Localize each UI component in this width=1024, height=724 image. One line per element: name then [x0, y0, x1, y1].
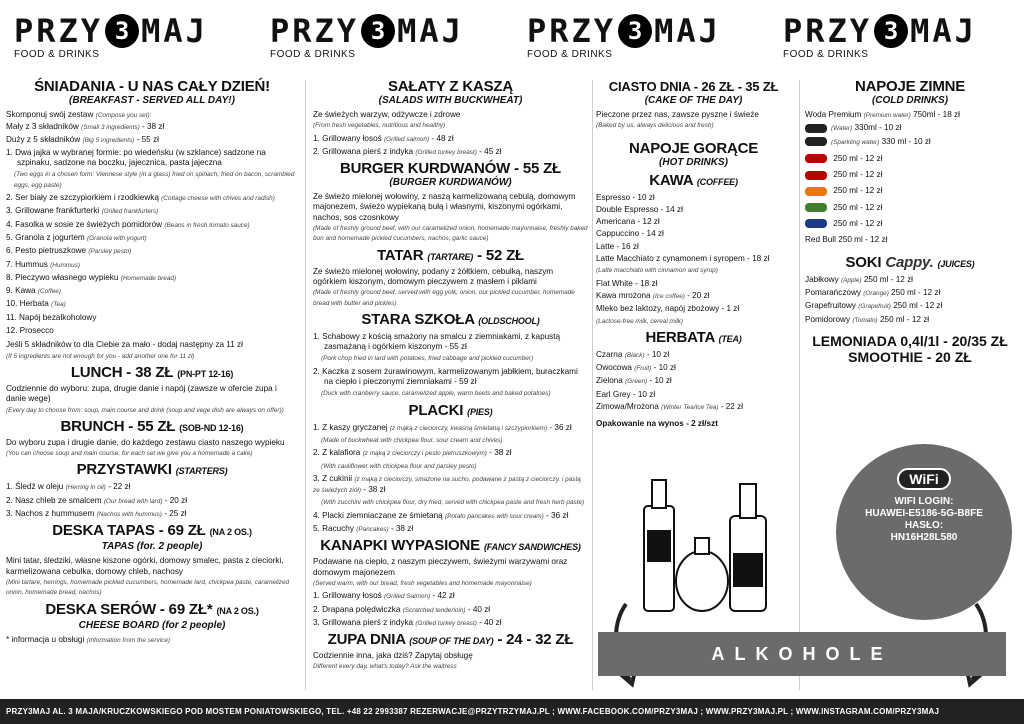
list-item: 1. Śledź w oleju (Herring in oil) - 22 zł — [6, 482, 131, 492]
section-title: TATAR (TARTARE) - 52 ZŁ — [376, 246, 525, 264]
section-title: ŚNIADANIA - U NAS CAŁY DZIEŃ! — [34, 78, 270, 95]
list-item: Jabłkowy (Apple) 250 ml - 12 zł — [805, 274, 914, 284]
list-item: Zimowa/Mrożona (Winter Tea/Ice Tea) - 22 zł — [596, 402, 744, 412]
list-item: Earl Grey - 10 zł — [596, 389, 656, 399]
divider — [799, 80, 800, 690]
list-item: Owocowa (Fruit) - 10 zł — [596, 363, 676, 373]
list-item: Cappuccino - 14 zł — [596, 229, 664, 239]
smoothie-title: SMOOTHIE - 20 ZŁ — [848, 349, 972, 366]
list-item: 6. Pesto pietruszkowe (Parsley pesto) — [6, 246, 132, 256]
breakfast-list — [6, 193, 298, 336]
coca-cola-zero-logo-icon — [805, 171, 827, 180]
section-title: KANAPKI WYPASIONE (FANCY SANDWICHES) — [320, 537, 581, 555]
wifi-badge: WiFi WIFI LOGIN: HUAWEI-E5186-5G-B8FE HASŁO: HN16H28L580 — [836, 444, 1012, 580]
column-mains: SAŁATY Z KASZĄ (SALADS WITH BUCKWHEAT) Ze świeżych warzyw, odżywcze i zdrowe (From fresh vegetables, nutritious and healthy) 1. Grillowany łosoś (Grilled salmon) - 48 zł 2. Grillowana pierś z indyka (Grilled turkey breast) - 45 zł BURGER KURDWANÓW - 55 ZŁ (BURGER KURDWANÓW) Ze świeżo mielonej wołowiny, z naszą karmelizowaną cebulą, domowym majonezem, świeżo wypiekaną bułą i własnymi, kiszonymi ogórkami, nachos, sos czosnkowy (Made of freshly ground beef, with our caramelized onion, homemade mayonnaise, freshly baked bun and homemade pickled cucumbers, nachos, garlic sauce) TATAR (TARTARE) - 52 ZŁ Ze świeżo mielonej wołowiny, podany z żółtkiem, cebulką, naszym ogórkiem kiszonym, domowym pieczywem z masłem i piklami (Made of freshly ground beef, served with egg yolk, onion, our pickled cucumber, homemade bread with butter and pickles) STARA SZKOŁA (OLDSCHOOL) 1. Schabowy z kością smażony na smalcu z ziemniakami, z kapustą zasmażaną i ogórkiem kiszonym - 55 zł (Pork chop fried in lard with potatoes, fried cabbage and pickled cucumber) 2. Kaczka z sosem żurawinowym, karmelizowanym jabłkiem, buraczkami na ciepło i pieczonymi ziemniakami - 59 zł (Duck with cranberry sauce, caramelized apple, warm beets and baked potatoes) PLACKI (PIES) 1. Z kaszy gryczanej (z mąką z cieciorczy, kwaśną śmietaną i szczypiorkiem) - 36 zł (Made of buckwheat with chickpea flour, sour cream and chives) 2. Z kalafiora (z mąką z cieciorczy i pesto pietruszkowym) - 38 zł (With cauliflower with chickpea flour and parsley pesto) 3. Z cukinii (z mąką z cieciorczy, smażone na sucho, podawane z pastą z cieciorczy. i pastą ze świeżych ziół) - 38 zł (With zucchini with chickpea flour, dry fried, served with chickpea paste and fresh herb paste) 4. Placki ziemniaczane ze śmietaną (Potato pancakes with sour cream) - 36 zł 5. Racuchy (Pancakes) - 38 zł KANAPKI WYPASIONE (FANCY SANDWICHES) Podawane na ciepło, z naszym pieczywem, świeżymi warzywami oraz domowym majonezem (Served warm, with our bread, fresh vegetables and homemade mayonnaise) 1. Grillowany łosoś (Grilled Salmon) - 42 zł 2. Drapana polędwiczka (Scratched tenderloin) - 40 zł 3. Grillowana pierś z indyka (Grilled turkey breast) - 40 zł ZUPA DNIA (SOUP OF THE DAY) - 24 - 32 ZŁ Codziennie inna, jaka dziś? Zapytaj obsługę Different every day, what's today? Ask the waitress — [313, 78, 588, 671]
list-item: 1. Grillowany łosoś (Grilled salmon) - 48 zł — [313, 133, 454, 143]
section-title: DESKA TAPAS - 69 ZŁ (NA 2 OS.) — [52, 522, 252, 540]
list-item: 1. Z kaszy gryczanej (z mąką z cieciorczy, kwaśną śmietaną i szczypiorkiem) - 36 zł — [313, 422, 572, 432]
list-item: 7. Hummus (Hummus) — [6, 259, 80, 269]
column-hot-drinks: CIASTO DNIA - 26 ZŁ - 35 ZŁ (CAKE OF THE DAY) Pieczone przez nas, zawsze pyszne i świeże (Baked by us, always delicious and fresh) NAPOJE GORĄCE (HOT DRINKS) KAWA (COFFEE) Espresso - 10 zł Double Espresso - 14 zł Americana - 12 zł Cappuccino - 14 zł Latte - 16 zł Latte Macchiato z cynamonem i syropem - 18 zł (Latte macchiato with cinnamon and syrup) Flat White - 18 zł Kawa mrożona (Ice coffee) - 20 zł Mleko bez laktozy, napój zbożowy - 1 zł (Lactose-free milk, cereal milk) HERBATA (TEA) Czarna (Black) - 10 zł Owocowa (Fruit) - 10 zł Zielona (Green) - 10 zł Earl Grey - 10 zł Zimowa/Mrożona (Winter Tea/Ice Tea) - 22 zł Opakowanie na wynos - 2 zł/szt — [596, 76, 791, 432]
section-title: PRZYSTAWKI (STARTERS) — [76, 461, 228, 479]
logo: PRZY 3 MAJ FOOD & DRINKS — [783, 12, 977, 60]
list-item: Pomidorowy (Tomato) 250 ml - 12 zł — [805, 314, 930, 324]
coca-cola-logo-icon — [805, 154, 827, 163]
list-item: 2. Nasz chleb ze smalcem (Our bread with lard) - 20 zł — [6, 495, 188, 505]
list-item: Kawa mrożona (Ice coffee) - 20 zł — [596, 290, 710, 300]
section-title: NAPOJE GORĄCE — [628, 139, 759, 157]
alcohol-banner: ALKOHOLE — [598, 632, 1006, 676]
list-item: 3. Grillowana pierś z indyka (Grilled turkey breast) - 40 zł — [313, 617, 502, 627]
wifi-icon: WiFi — [897, 468, 950, 490]
section-subtitle: (BREAKFAST - SERVED ALL DAY!) — [69, 95, 235, 106]
section-title: SOKI Cappy. (JUICES) — [845, 253, 975, 271]
list-item: 2. Grillowana pierś z indyka (Grilled turkey breast) - 45 zł — [313, 146, 502, 156]
list-item: 2. Ser biały ze szczypiorkiem i rzodkiewką (Cottage cheese with chives and radish) — [6, 193, 275, 203]
bottles-illustration — [630, 476, 780, 616]
list-item: Flat White - 18 zł — [596, 278, 658, 288]
list-item: 10. Herbata (Tea) — [6, 299, 66, 309]
section-title: DESKA SERÓW - 69 ZŁ* (NA 2 OS.) — [45, 600, 259, 618]
logo: PRZY 3 MAJ FOOD & DRINKS — [14, 12, 208, 60]
kinley-logo-icon — [805, 219, 827, 228]
fanta-logo-icon — [805, 187, 827, 196]
takeaway-note: Opakowanie na wynos - 2 zł/szt — [596, 419, 718, 429]
list-item: 12. Prosecco — [6, 326, 54, 336]
list-item: 5. Granola z jogurtem (Granola with yogurt) — [6, 232, 147, 242]
list-item: 5. Racuchy (Pancakes) - 38 zł — [313, 524, 414, 534]
section-title: BRUNCH - 55 ZŁ (SOB-ND 12-16) — [60, 417, 244, 435]
logo: PRZY 3 MAJ FOOD & DRINKS — [527, 12, 721, 60]
list-item: Espresso - 10 zł — [596, 192, 655, 202]
list-item: 8. Pieczywo własnego wypieku (Homemade bread) — [6, 272, 177, 282]
list-item: 1. Dwa jajka w wybranej formie: po wiedeńsku (w szklance) sadzone na szpinaku, sadzone na boczku, jajecznica, pasta jajeczna — [6, 147, 266, 168]
list-item: Czarna (Black) - 10 zł — [596, 349, 670, 359]
column-cold-drinks: NAPOJE ZIMNE (COLD DRINKS) Woda Premium (Premium water) 750ml - 18 zł (Water) 330ml - 10 zł (Sparkling water) 330 ml - 10 zł 250 ml - 12 zł 250 ml - 12 zł 250 ml - 12 zł 250 ml - 12 zł 250 ml - 12 zł Red Bull 250 ml - 12 zł SOKI Cappy. (JUICES) Jabłkowy (Apple) 250 ml - 12 zł Pomarańczowy (Orange) 250 ml - 12 zł Grapefruitowy (Grapefruit) 250 ml - 12 zł Pomidorowy (Tomato) 250 ml - 12 zł LEMONIADA 0,4l/1l - 20/35 ZŁ SMOOTHIE - 20 ZŁ — [805, 76, 1015, 362]
logo: PRZY 3 MAJ FOOD & DRINKS — [270, 12, 464, 60]
section-title: SAŁATY Z KASZĄ — [388, 78, 513, 95]
list-item: Mleko bez laktozy, napój zbożowy - 1 zł — [596, 304, 740, 314]
section-title: HERBATA (TEA) — [645, 328, 742, 346]
sprite-logo-icon — [805, 203, 827, 212]
list-item: Americana - 12 zł — [596, 217, 660, 227]
list-item: Zielona (Green) - 10 zł — [596, 376, 672, 386]
section-title: KAWA (COFFEE) — [649, 171, 738, 189]
kropla-logo-icon — [805, 124, 827, 133]
section-title: ZUPA DNIA (SOUP OF THE DAY) - 24 - 32 ZŁ — [327, 631, 574, 649]
list-item: 11. Napój bezalkoholowy — [6, 312, 97, 322]
header — [0, 0, 1024, 70]
section-title: LUNCH - 38 ZŁ (PN-PT 12-16) — [70, 363, 234, 381]
section-title: NAPOJE ZIMNE — [854, 78, 966, 95]
list-item: 4. Fasolka w sosie ze świeżych pomidorów (Beans in fresh tomato sauce) — [6, 219, 250, 229]
list-item: Latte - 16 zł — [596, 241, 639, 251]
divider — [592, 80, 593, 690]
list-item: 3. Grillowane frankfurterki (Grilled frankfurters) — [6, 206, 159, 216]
list-item: 2. Z kalafiora (z mąką z cieciorczy i pesto pietruszkowym) - 38 zł — [313, 448, 512, 458]
list-item: Pomarańczowy (Orange) 250 ml - 12 zł — [805, 287, 941, 297]
list-item: 2. Drapana polędwiczka (Scratched tenderloin) - 40 zł — [313, 604, 491, 614]
list-item: 4. Placki ziemniaczane ze śmietaną (Potato pancakes with sour cream) - 36 zł — [313, 510, 569, 520]
list-item: Latte Macchiato z cynamonem i syropem - 18 zł — [596, 254, 770, 264]
section-title: BURGER KURDWANÓW - 55 ZŁ — [339, 160, 562, 178]
section-title: CIASTO DNIA - 26 ZŁ - 35 ZŁ — [608, 79, 779, 94]
footer: PRZY3MAJ AL. 3 MAJA/KRUCZKOWSKIEGO POD MOSTEM PONIATOWSKIEGO, TEL. +48 22 2993387 REZERWACJE@PRZYTRZYMAJ.PL ; WWW.FACEBOOK.COM/PRZY3MAJ ; WWW.PRZY3MAJ.PL ; WWW.INSTAGRAM.COM/PRZY3MAJ — [0, 699, 1024, 724]
list-item: Double Espresso - 14 zł — [596, 204, 683, 214]
column-breakfast: ŚNIADANIA - U NAS CAŁY DZIEŃ! (BREAKFAST - SERVED ALL DAY!) Skomponuj swój zestaw (Compose you set): Mały z 3 składników (Small 3 ingredients) - 38 zł Duży z 5 składników (Big 5 ingredients) - 55 zł 1. Dwa jajka w wybranej formie: po wiedeńsku (w szklance) sadzone na szpinaku, sadzone na boczku, jajecznica, pasta jajeczna (Two eggs in a chosen form: Viennese style (in a glass) fried on spinach, fried on bacon, scrambled eggs, egg paste) 2. Ser biały ze szczypiorkiem i rzodkiewką (Cottage cheese with chives and radish) 3. Grillowane frankfurterki (Grilled frankfurters) 4. Fasolka w sosie ze świeżych pomidorów (Beans in fresh tomato sauce) 5. Granola z jogurtem (Granola with yogurt) 6. Pesto pietruszkowe (Parsley pesto) 7. Hummus (Hummus) 8. Pieczywo własnego wypieku (Homemade bread) 9. Kawa (Coffee) 10. Herbata (Tea) 11. Napój bezalkoholowy 12. Prosecco Jeśli 5 składników to dla Ciebie za mało - dodaj następny za 11 zł (If 5 ingredients are not enough for you - add another one for 11 zł) LUNCH - 38 ZŁ (PN-PT 12-16) Codziennie do wyboru: zupa, drugie danie i napój (zawsze w ofercie zupa i danie wege) (Every day to choose from: soup, main course and drink (soup and vege dish are always on offer)) BRUNCH - 55 ZŁ (SOB-ND 12-16) Do wyboru zupa i drugie danie, do każdego zestawu ciasto naszego wypieku (You can choose soup and main course, for each set we give you a homemade a cake) PRZYSTAWKI (STARTERS) 1. Śledź w oleju (Herring in oil) - 22 zł 2. Nasz chleb ze smalcem (Our bread with lard) - 20 zł 3. Nachos z hummusem (Nachos with hummus) - 25 zł DESKA TAPAS - 69 ZŁ (NA 2 OS.) TAPAS (for. 2 people) Mini tatar, śledziki, własne kiszone ogórki, domowy smalec, pasta z cieciorki, karmelizowana cebulka, domowy chleb, nachosy (Mini tartare, herrings, homemade pickled cucumbers, homemade lard, chickpea paste, caramelized onion, homemade bread, nachos) DESKA SERÓW - 69 ZŁ* (NA 2 OS.) CHEESE BOARD (for 2 people) * informacja u obsługi (Information from the service) — [6, 76, 298, 647]
section-title: STARA SZKOŁA (OLDSCHOOL) — [361, 310, 540, 328]
cappy-logo-icon: Cappy. — [885, 253, 934, 271]
list-item: Grapefruitowy (Grapefruit) 250 ml - 12 zł — [805, 301, 943, 311]
lemonade-title: LEMONIADA 0,4l/1l - 20/35 ZŁ — [812, 332, 1008, 349]
section-title: PLACKI (PIES) — [408, 401, 493, 419]
list-item: 9. Kawa (Coffee) — [6, 286, 61, 296]
list-item: 3. Nachos z hummusem (Nachos with hummus) - 25 zł — [6, 509, 187, 519]
list-item: 3. Z cukinii (z mąką z cieciorczy, smażone na sucho, podawane z pastą z cieciorczy. i pastą ze świeżych ziół) - 38 zł — [313, 473, 581, 495]
list-item: 1. Grillowany łosoś (Grilled Salmon) - 42 zł — [313, 591, 455, 601]
divider — [305, 80, 306, 690]
sparkling-water-logo-icon — [805, 137, 827, 146]
